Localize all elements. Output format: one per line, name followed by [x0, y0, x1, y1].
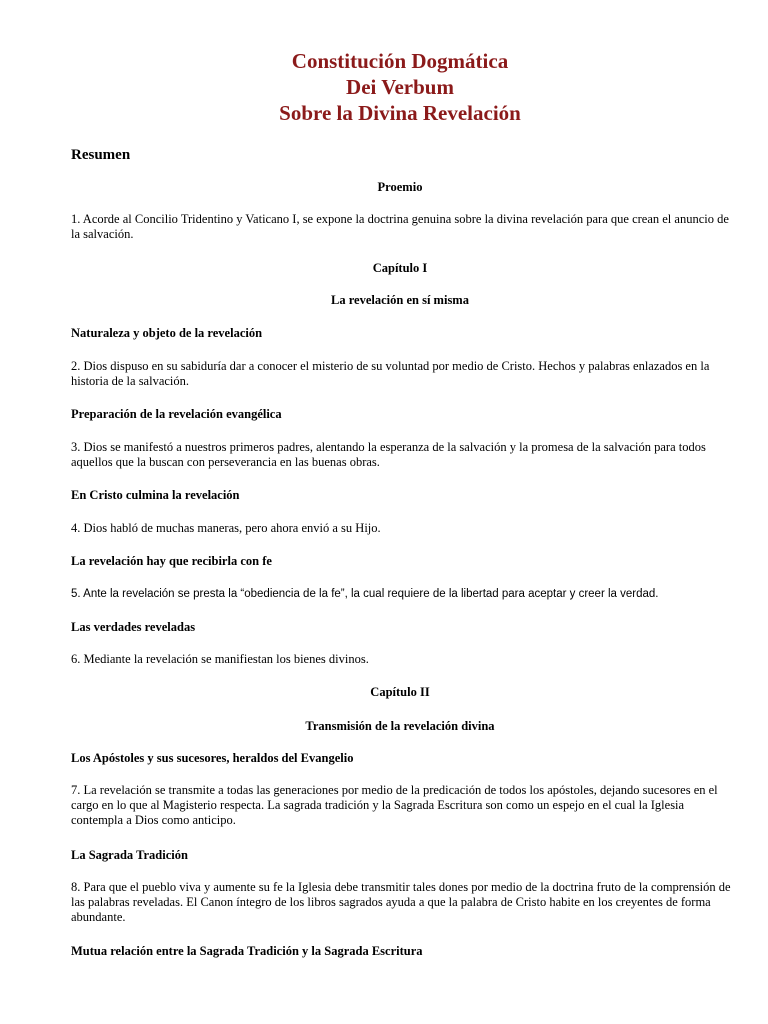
section-heading-relacion: Mutua relación entre la Sagrada Tradición y la Sagrada Escritura	[71, 944, 423, 958]
paragraph-1: 1. Acorde al Concilio Tridentino y Vaticano I, se expone la doctrina genuina sobre la divina revelación para que crean el anuncio de la salvación.	[71, 212, 729, 241]
section-heading-tradicion: La Sagrada Tradición	[71, 848, 188, 862]
paragraph-5: 5. Ante la revelación se presta la “obediencia de la fe”, la cual requiere de la libertad para aceptar y creer la verdad.	[71, 588, 659, 600]
section-heading-verdades: Las verdades reveladas	[71, 620, 196, 634]
chapter-2-title: Transmisión de la revelación divina	[305, 719, 495, 733]
document-title-line-1: Constitución Dogmática	[291, 49, 509, 73]
paragraph-8: 8. Para que el pueblo viva y aumente su fe la Iglesia debe transmitir tales dones por medio de la doctrina fruto de la comprensión de las palabras reveladas. El Canon íntegro de los libros sagrados ayuda a que la palabra de Cristo habite en los creyentes de forma abundante.	[71, 880, 731, 924]
paragraph-7: 7. La revelación se transmite a todas las generaciones por medio de la predicación de todos los apóstoles, dejando sucesores en el cargo en lo que al Magisterio respecta. La sagrada tradición y la Sagrada Escritura son como un espejo en el cual la Iglesia contempla a Dios como anticipo.	[71, 783, 718, 827]
section-heading-fe: La revelación hay que recibirla con fe	[71, 554, 272, 568]
document-title-line-3: Sobre la Divina Revelación	[279, 101, 521, 125]
chapter-2-number: Capítulo II	[370, 685, 430, 699]
paragraph-2: 2. Dios dispuso en su sabiduría dar a conocer el misterio de su voluntad por medio de Cristo. Hechos y palabras enlazados en la historia de la salvación.	[71, 359, 710, 388]
section-heading-cristo: En Cristo culmina la revelación	[71, 488, 240, 502]
paragraph-6: 6. Mediante la revelación se manifiestan los bienes divinos.	[71, 652, 369, 666]
section-heading-apostoles: Los Apóstoles y sus sucesores, heraldos del Evangelio	[71, 751, 354, 765]
section-heading-naturaleza: Naturaleza y objeto de la revelación	[71, 326, 263, 340]
proemio-heading: Proemio	[377, 180, 423, 194]
paragraph-4: 4. Dios habló de muchas maneras, pero ahora envió a su Hijo.	[71, 521, 381, 535]
document-title-line-2: Dei Verbum	[346, 75, 454, 99]
chapter-1-number: Capítulo I	[372, 261, 428, 275]
chapter-1-title: La revelación en sí misma	[331, 293, 469, 307]
section-heading-preparacion: Preparación de la revelación evangélica	[71, 407, 282, 421]
resumen-heading: Resumen	[71, 147, 131, 163]
paragraph-3: 3. Dios se manifestó a nuestros primeros padres, alentando la esperanza de la salvación y la promesa de la salvación para todos aquellos que la buscan con perseverancia en las buenas obras.	[71, 440, 706, 469]
